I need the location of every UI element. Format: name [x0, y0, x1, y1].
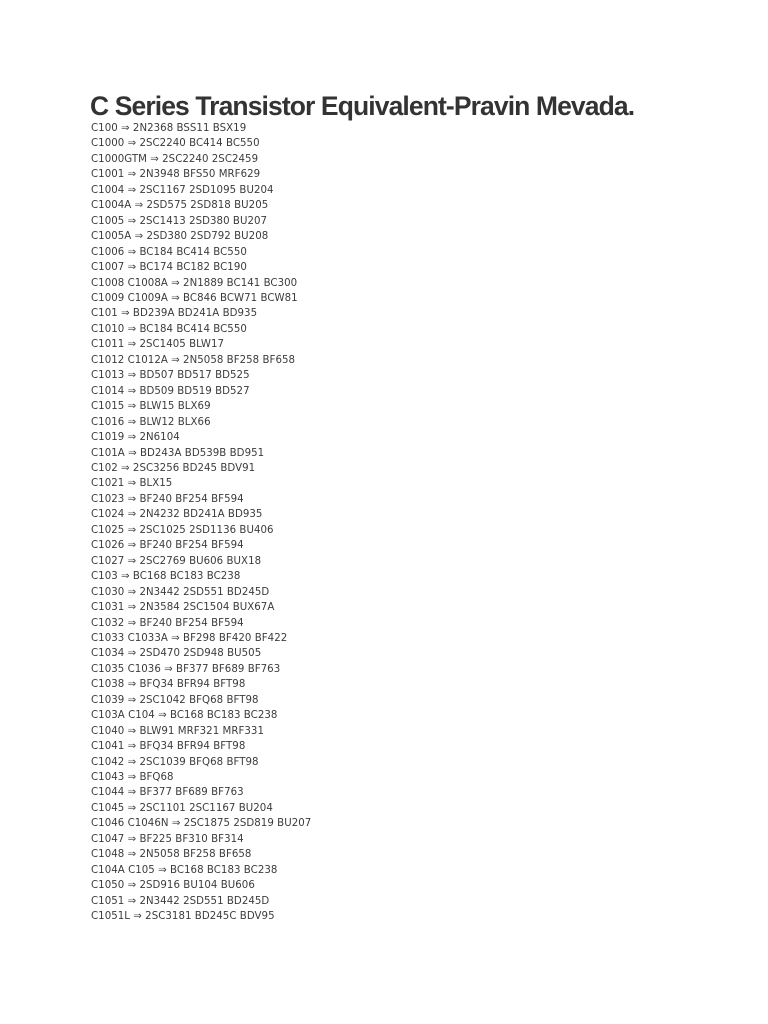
- list-item: C1005 ⇒ 2SC1413 2SD380 BU207: [91, 215, 268, 227]
- list-item: C1013 ⇒ BD507 BD517 BD525: [91, 370, 250, 382]
- list-item: C1033 C1033A ⇒ BF298 BF420 BF422: [91, 632, 288, 644]
- list-item: C1050 ⇒ 2SD916 BU104 BU606: [91, 880, 255, 892]
- list-item: C1051L ⇒ 2SC3181 BD245C BDV95: [91, 911, 275, 923]
- list-item: C1039 ⇒ 2SC1042 BFQ68 BFT98: [91, 694, 259, 706]
- list-item: C1009 C1009A ⇒ BC846 BCW71 BCW81: [91, 292, 298, 304]
- list-item: C102 ⇒ 2SC3256 BD245 BDV91: [91, 462, 256, 474]
- list-item: C1042 ⇒ 2SC1039 BFQ68 BFT98: [91, 756, 259, 768]
- list-item: C1014 ⇒ BD509 BD519 BD527: [91, 385, 250, 397]
- list-item: C101A ⇒ BD243A BD539B BD951: [91, 447, 265, 459]
- list-item: C1048 ⇒ 2N5058 BF258 BF658: [91, 849, 252, 861]
- list-item: C1000 ⇒ 2SC2240 BC414 BC550: [91, 138, 260, 150]
- list-item: C1000GTM ⇒ 2SC2240 2SC2459: [91, 153, 259, 165]
- list-item: C1024 ⇒ 2N4232 BD241A BD935: [91, 509, 263, 521]
- list-item: C1025 ⇒ 2SC1025 2SD1136 BU406: [91, 524, 274, 536]
- list-item: C1045 ⇒ 2SC1101 2SC1167 BU204: [91, 802, 273, 814]
- list-item: C1035 C1036 ⇒ BF377 BF689 BF763: [91, 663, 281, 675]
- list-item: C101 ⇒ BD239A BD241A BD935: [91, 308, 258, 320]
- list-item: C1019 ⇒ 2N6104: [91, 432, 180, 444]
- list-item: C1015 ⇒ BLW15 BLX69: [91, 401, 211, 413]
- list-item: C1005A ⇒ 2SD380 2SD792 BU208: [91, 231, 269, 243]
- list-item: C1026 ⇒ BF240 BF254 BF594: [91, 540, 244, 552]
- list-item: C1034 ⇒ 2SD470 2SD948 BU505: [91, 648, 262, 660]
- list-item: C100 ⇒ 2N2368 BSS11 BSX19: [91, 123, 247, 134]
- list-item: C1051 ⇒ 2N3442 2SD551 BD245D: [91, 895, 270, 907]
- list-item: C1041 ⇒ BFQ34 BFR94 BFT98: [91, 741, 246, 753]
- list-item: C1012 C1012A ⇒ 2N5058 BF258 BF658: [91, 354, 296, 366]
- list-item: C1010 ⇒ BC184 BC414 BC550: [91, 323, 247, 335]
- list-item: C1046 C1046N ⇒ 2SC1875 2SD819 BU207: [91, 818, 312, 830]
- list-item: C1016 ⇒ BLW12 BLX66: [91, 416, 211, 428]
- list-item: C1044 ⇒ BF377 BF689 BF763: [91, 787, 244, 799]
- list-item: C1027 ⇒ 2SC2769 BU606 BUX18: [91, 555, 262, 567]
- list-item: C104A C105 ⇒ BC168 BC183 BC238: [91, 864, 278, 876]
- document-title: C Series Transistor Equivalent-Pravin Mevada.: [90, 91, 635, 121]
- list-item: C1006 ⇒ BC184 BC414 BC550: [91, 246, 247, 258]
- list-item: C1047 ⇒ BF225 BF310 BF314: [91, 833, 244, 845]
- list-item: C103A C104 ⇒ BC168 BC183 BC238: [91, 710, 278, 722]
- list-item: C1023 ⇒ BF240 BF254 BF594: [91, 493, 244, 505]
- list-item: C1011 ⇒ 2SC1405 BLW17: [91, 339, 225, 351]
- list-item: C103 ⇒ BC168 BC183 BC238: [91, 571, 241, 583]
- list-item: C1030 ⇒ 2N3442 2SD551 BD245D: [91, 586, 270, 598]
- list-item: C1043 ⇒ BFQ68: [91, 772, 174, 784]
- list-item: C1004 ⇒ 2SC1167 2SD1095 BU204: [91, 184, 274, 196]
- list-item: C1032 ⇒ BF240 BF254 BF594: [91, 617, 244, 629]
- list-item: C1001 ⇒ 2N3948 BFS50 MRF629: [91, 169, 261, 181]
- list-item: C1007 ⇒ BC174 BC182 BC190: [91, 262, 247, 274]
- list-item: C1008 C1008A ⇒ 2N1889 BC141 BC300: [91, 277, 298, 289]
- list-item: C1021 ⇒ BLX15: [91, 478, 173, 490]
- list-item: C1040 ⇒ BLW91 MRF321 MRF331: [91, 725, 264, 737]
- list-item: C1031 ⇒ 2N3584 2SC1504 BUX67A: [91, 602, 275, 614]
- list-item: C1038 ⇒ BFQ34 BFR94 BFT98: [91, 679, 246, 691]
- transistor-equivalent-list: [91, 121, 311, 925]
- list-item: C1004A ⇒ 2SD575 2SD818 BU205: [91, 200, 269, 212]
